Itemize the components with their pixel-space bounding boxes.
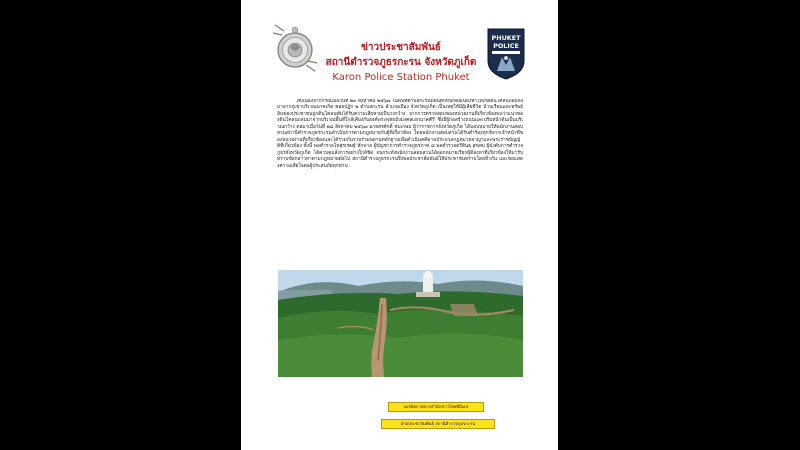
title-thai-line1: ข่าวประชาสัมพันธ์ bbox=[361, 42, 441, 53]
phuket-police-badge bbox=[484, 27, 528, 81]
press-release-page bbox=[241, 0, 558, 450]
badge-text-bottom: POLICE bbox=[493, 42, 519, 50]
landslide-aerial-photo bbox=[278, 270, 523, 377]
footer-caption: ฝ่ายประชาสัมพันธ์ สถานีตำรวจภูธรกะรน bbox=[381, 419, 495, 429]
press-release-body: สืบเนื่องจากกรณีเมื่อวันที่ ๒๓ สิงหาคม ๒๕๖๗ ในพื้นที่ตำบลกะรนมีฝนตกหนักต่อเนื่องทำให้เกิดดินโคลนถล่มลงมาจากภูเขาบริเวณนาคเกิด ซอยปฏัก ๒ ตำบลกะรน อำเภอเมือง จังหวัดภูเก็ต เป็นเหตุให้มีผู้เสียชีวิต บ้านเรือนและทรัพย์สินของประชาชนถูกดินโคลนทับได้รับความเสียหายเป็นวงกว้าง จากการตรวจสอบของหน่วยงานที่เกี่ยวข้องพบว่าแนวของดินโคลนถล่มมาจากบริเวณพื้นที่ใกล้เคียงกับองค์พระพุทธมิ่งมงคลเอกนาคคีรี ซึ่งมีผู้ก่อสร้างถนนและปรับหน้าดินเป็นบริเวณกว้าง ต่อมาเมื่อวันที่ ๒๘ สิงหาคม ๒๕๖๗ นายสรศักดิ์ ชมเกษม ผู้ว่าราชการจังหวัดภูเก็ต ได้มอบหมายให้พนักงานสอบสวนสถานีตำรวจภูธรกะรนดำเนินการตามกฎหมายกับผู้ที่เกี่ยวข้อง โดยพนักงานสอบสวนได้รับคำร้องทุกข์จากเจ้าหน้าที่ของหน่วยงานที่เกี่ยวข้องและได้ร่วมกันรวบรวมพยานหลักฐานเพื่อดำเนินคดีตามประมวลกฎหมายอาญาและพระราชบัญญัติที่เกี่ยวข้อง ทั้งนี้ พลตำรวจโทสุรเชษฐ์ หักพาล ผู้บัญชาการตำรวจภูธรภาค ๘ พลตำรวจตรีสินธุ สุขสม ผู้บังคับการตำรวจภูธรจังหวัดภูเก็ต ได้ควบคุมสั่งการอย่างใกล้ชิด จนกระทั่งพนักงานสอบสวนได้ออกหมายเรียกผู้ต้องหาที่เกี่ยวข้องให้มารับทราบข้อกล่าวหาตามกฎหมายต่อไป สถานีตำรวจภูธรกะรนจึงขอประชาสัมพันธ์ให้ประชาชนทราบโดยทั่วกัน และขอแสดงความเสียใจต่อผู้ประสบภัยทุกท่าน bbox=[277, 99, 523, 169]
title-thai-line2: สถานีตำรวจภูธรกะรน จังหวัดภูเก็ต bbox=[325, 57, 477, 68]
title-english: Karon Police Station Phuket bbox=[332, 72, 470, 83]
police-seal-logo bbox=[272, 21, 318, 75]
letterhead bbox=[241, 18, 558, 88]
badge-text-top: PHUKET bbox=[491, 34, 521, 42]
photo-credit-caption: เครดิตภาพจากสำนักข่าวไทยพีบีเอส bbox=[388, 402, 484, 412]
